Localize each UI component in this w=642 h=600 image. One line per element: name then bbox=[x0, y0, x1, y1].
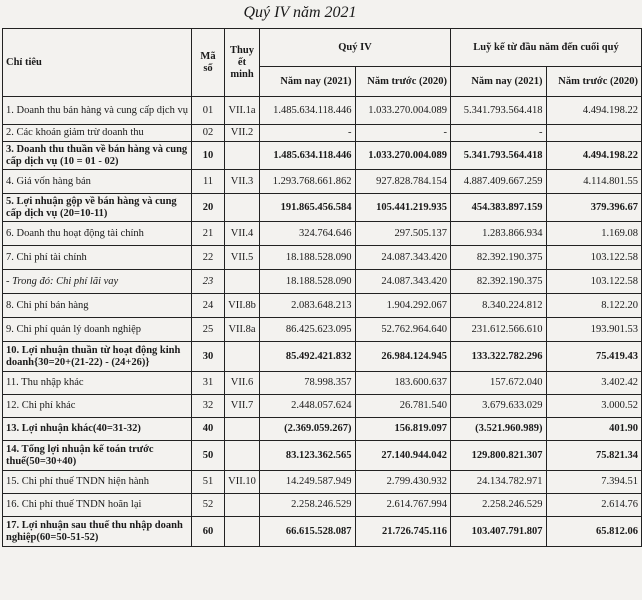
row-quarter-last-year: 927.828.784.154 bbox=[355, 170, 451, 194]
row-quarter-last-year: 183.600.637 bbox=[355, 372, 451, 395]
row-indicator: 14. Tổng lợi nhuận kế toán trước thuế(50=30+40) bbox=[3, 441, 192, 471]
row-note: VII.6 bbox=[225, 372, 260, 395]
row-code: 01 bbox=[192, 97, 225, 125]
header-last-year: Năm trước (2020) bbox=[355, 67, 451, 97]
row-ytd-last-year: 103.122.58 bbox=[546, 270, 642, 294]
row-quarter-this-year: 2.448.057.624 bbox=[260, 395, 356, 418]
row-note: VII.5 bbox=[225, 246, 260, 270]
row-code: 51 bbox=[192, 471, 225, 494]
row-note bbox=[225, 270, 260, 294]
row-quarter-this-year: 78.998.357 bbox=[260, 372, 356, 395]
table-header-row bbox=[3, 29, 642, 67]
row-quarter-this-year: 66.615.528.087 bbox=[260, 517, 356, 547]
row-ytd-last-year bbox=[546, 125, 642, 142]
row-quarter-last-year: 156.819.097 bbox=[355, 418, 451, 441]
row-ytd-last-year: 379.396.67 bbox=[546, 194, 642, 222]
row-note: VII.3 bbox=[225, 170, 260, 194]
row-indicator: 3. Doanh thu thuần về bán hàng và cung cấp dịch vụ (10 = 01 - 02) bbox=[3, 142, 192, 170]
row-code: 22 bbox=[192, 246, 225, 270]
row-ytd-this-year: 8.340.224.812 bbox=[451, 294, 547, 318]
income-statement-table bbox=[2, 28, 642, 547]
row-ytd-this-year: 129.800.821.307 bbox=[451, 441, 547, 471]
row-quarter-last-year: 105.441.219.935 bbox=[355, 194, 451, 222]
row-quarter-this-year: 1.485.634.118.446 bbox=[260, 142, 356, 170]
row-quarter-last-year: 27.140.944.042 bbox=[355, 441, 451, 471]
row-quarter-last-year: 1.033.270.004.089 bbox=[355, 97, 451, 125]
row-ytd-last-year: 75.821.34 bbox=[546, 441, 642, 471]
row-indicator: 4. Giá vốn hàng bán bbox=[3, 170, 192, 194]
table-row bbox=[3, 318, 642, 342]
row-ytd-this-year: 133.322.782.296 bbox=[451, 342, 547, 372]
row-code: 24 bbox=[192, 294, 225, 318]
row-note: VII.8b bbox=[225, 294, 260, 318]
row-quarter-this-year: 86.425.623.095 bbox=[260, 318, 356, 342]
row-code: 25 bbox=[192, 318, 225, 342]
row-quarter-last-year: 26.984.124.945 bbox=[355, 342, 451, 372]
row-code: 10 bbox=[192, 142, 225, 170]
row-code: 20 bbox=[192, 194, 225, 222]
row-code: 02 bbox=[192, 125, 225, 142]
row-note bbox=[225, 342, 260, 372]
row-note: VII.4 bbox=[225, 222, 260, 246]
row-ytd-last-year: 193.901.53 bbox=[546, 318, 642, 342]
row-indicator: 17. Lợi nhuận sau thuế thu nhập doanh nghiệp(60=50-51-52) bbox=[3, 517, 192, 547]
header-ytd: Luỹ kế từ đầu năm đến cuối quý bbox=[451, 29, 642, 67]
row-code: 30 bbox=[192, 342, 225, 372]
table-row bbox=[3, 441, 642, 471]
row-note: VII.2 bbox=[225, 125, 260, 142]
row-quarter-last-year: 26.781.540 bbox=[355, 395, 451, 418]
row-ytd-last-year: 7.394.51 bbox=[546, 471, 642, 494]
table-row bbox=[3, 246, 642, 270]
row-ytd-last-year: 4.494.198.22 bbox=[546, 97, 642, 125]
row-ytd-this-year: 5.341.793.564.418 bbox=[451, 142, 547, 170]
row-ytd-this-year: 5.341.793.564.418 bbox=[451, 97, 547, 125]
row-indicator: 6. Doanh thu hoạt động tài chính bbox=[3, 222, 192, 246]
row-quarter-this-year: (2.369.059.267) bbox=[260, 418, 356, 441]
row-code: 40 bbox=[192, 418, 225, 441]
row-ytd-last-year: 75.419.43 bbox=[546, 342, 642, 372]
header-ytd-this-year: Năm nay (2021) bbox=[451, 67, 547, 97]
row-ytd-this-year: 2.258.246.529 bbox=[451, 494, 547, 517]
table-row bbox=[3, 142, 642, 170]
header-ytd-last-year: Năm trước (2020) bbox=[546, 67, 642, 97]
row-indicator: 7. Chi phí tài chính bbox=[3, 246, 192, 270]
row-ytd-last-year: 103.122.58 bbox=[546, 246, 642, 270]
row-code: 31 bbox=[192, 372, 225, 395]
row-ytd-this-year: 4.887.409.667.259 bbox=[451, 170, 547, 194]
row-note bbox=[225, 517, 260, 547]
row-note: VII.1a bbox=[225, 97, 260, 125]
row-code: 50 bbox=[192, 441, 225, 471]
row-ytd-last-year: 65.812.06 bbox=[546, 517, 642, 547]
row-quarter-this-year: 324.764.646 bbox=[260, 222, 356, 246]
row-note bbox=[225, 441, 260, 471]
row-ytd-this-year: 82.392.190.375 bbox=[451, 270, 547, 294]
header-quarter: Quý IV bbox=[260, 29, 451, 67]
header-indicator: Chỉ tiêu bbox=[3, 29, 192, 97]
row-quarter-last-year: 24.087.343.420 bbox=[355, 270, 451, 294]
report-title: Quý IV năm 2021 bbox=[243, 4, 357, 21]
table-row bbox=[3, 125, 642, 142]
row-indicator: 15. Chi phí thuế TNDN hiện hành bbox=[3, 471, 192, 494]
row-ytd-this-year: 24.134.782.971 bbox=[451, 471, 547, 494]
row-indicator: 12. Chi phí khác bbox=[3, 395, 192, 418]
row-quarter-last-year: 24.087.343.420 bbox=[355, 246, 451, 270]
row-ytd-last-year: 4.494.198.22 bbox=[546, 142, 642, 170]
row-ytd-this-year: 1.283.866.934 bbox=[451, 222, 547, 246]
row-note bbox=[225, 142, 260, 170]
header-note: Thuy ết minh bbox=[225, 29, 260, 97]
row-note bbox=[225, 194, 260, 222]
row-indicator: 1. Doanh thu bán hàng và cung cấp dịch vụ bbox=[3, 97, 192, 125]
row-ytd-this-year: - bbox=[451, 125, 547, 142]
row-ytd-this-year: 3.679.633.029 bbox=[451, 395, 547, 418]
table-row bbox=[3, 342, 642, 372]
row-quarter-this-year: 85.492.421.832 bbox=[260, 342, 356, 372]
table-body bbox=[3, 97, 642, 547]
row-indicator: 16. Chi phí thuế TNDN hoãn lại bbox=[3, 494, 192, 517]
row-ytd-this-year: (3.521.960.989) bbox=[451, 418, 547, 441]
table-row bbox=[3, 395, 642, 418]
row-quarter-last-year: 2.799.430.932 bbox=[355, 471, 451, 494]
row-quarter-last-year: 1.904.292.067 bbox=[355, 294, 451, 318]
row-indicator: 11. Thu nhập khác bbox=[3, 372, 192, 395]
row-quarter-this-year: 14.249.587.949 bbox=[260, 471, 356, 494]
row-indicator: 5. Lợi nhuận gộp về bán hàng và cung cấp dịch vụ (20=10-11) bbox=[3, 194, 192, 222]
row-quarter-this-year: 2.083.648.213 bbox=[260, 294, 356, 318]
table-row bbox=[3, 517, 642, 547]
row-quarter-this-year: 1.293.768.661.862 bbox=[260, 170, 356, 194]
row-quarter-this-year: 1.485.634.118.446 bbox=[260, 97, 356, 125]
row-ytd-last-year: 2.614.76 bbox=[546, 494, 642, 517]
header-code: Mã số bbox=[192, 29, 225, 97]
table-row bbox=[3, 418, 642, 441]
row-note bbox=[225, 418, 260, 441]
row-code: 11 bbox=[192, 170, 225, 194]
row-note bbox=[225, 494, 260, 517]
table-row bbox=[3, 270, 642, 294]
row-ytd-last-year: 401.90 bbox=[546, 418, 642, 441]
row-indicator: - Trong đó: Chi phí lãi vay bbox=[3, 270, 192, 294]
row-code: 52 bbox=[192, 494, 225, 517]
table-row bbox=[3, 194, 642, 222]
table-row bbox=[3, 170, 642, 194]
row-code: 21 bbox=[192, 222, 225, 246]
row-quarter-last-year: 2.614.767.994 bbox=[355, 494, 451, 517]
row-note: VII.8a bbox=[225, 318, 260, 342]
row-note: VII.10 bbox=[225, 471, 260, 494]
row-quarter-last-year: 1.033.270.004.089 bbox=[355, 142, 451, 170]
row-ytd-this-year: 454.383.897.159 bbox=[451, 194, 547, 222]
row-indicator: 8. Chi phí bán hàng bbox=[3, 294, 192, 318]
header-this-year: Năm nay (2021) bbox=[260, 67, 356, 97]
row-ytd-this-year: 231.612.566.610 bbox=[451, 318, 547, 342]
row-indicator: 9. Chi phí quản lý doanh nghiệp bbox=[3, 318, 192, 342]
row-ytd-last-year: 4.114.801.55 bbox=[546, 170, 642, 194]
row-quarter-this-year: - bbox=[260, 125, 356, 142]
table-row bbox=[3, 222, 642, 246]
row-quarter-this-year: 2.258.246.529 bbox=[260, 494, 356, 517]
row-quarter-last-year: 297.505.137 bbox=[355, 222, 451, 246]
table-row bbox=[3, 294, 642, 318]
row-quarter-this-year: 18.188.528.090 bbox=[260, 246, 356, 270]
table-row bbox=[3, 494, 642, 517]
row-quarter-last-year: 52.762.964.640 bbox=[355, 318, 451, 342]
row-ytd-this-year: 103.407.791.807 bbox=[451, 517, 547, 547]
row-indicator: 10. Lợi nhuận thuần từ hoạt động kinh doanh{30=20+(21-22) - (24+26)} bbox=[3, 342, 192, 372]
row-code: 23 bbox=[192, 270, 225, 294]
row-indicator: 13. Lợi nhuận khác(40=31-32) bbox=[3, 418, 192, 441]
table-row bbox=[3, 97, 642, 125]
row-code: 60 bbox=[192, 517, 225, 547]
row-quarter-last-year: - bbox=[355, 125, 451, 142]
row-ytd-last-year: 3.000.52 bbox=[546, 395, 642, 418]
row-indicator: 2. Các khoản giảm trừ doanh thu bbox=[3, 125, 192, 142]
row-code: 32 bbox=[192, 395, 225, 418]
table-row bbox=[3, 471, 642, 494]
row-ytd-last-year: 8.122.20 bbox=[546, 294, 642, 318]
row-ytd-last-year: 3.402.42 bbox=[546, 372, 642, 395]
row-note: VII.7 bbox=[225, 395, 260, 418]
row-quarter-this-year: 18.188.528.090 bbox=[260, 270, 356, 294]
row-quarter-this-year: 191.865.456.584 bbox=[260, 194, 356, 222]
row-quarter-last-year: 21.726.745.116 bbox=[355, 517, 451, 547]
row-ytd-last-year: 1.169.08 bbox=[546, 222, 642, 246]
row-ytd-this-year: 82.392.190.375 bbox=[451, 246, 547, 270]
row-ytd-this-year: 157.672.040 bbox=[451, 372, 547, 395]
row-quarter-this-year: 83.123.362.565 bbox=[260, 441, 356, 471]
table-row bbox=[3, 372, 642, 395]
